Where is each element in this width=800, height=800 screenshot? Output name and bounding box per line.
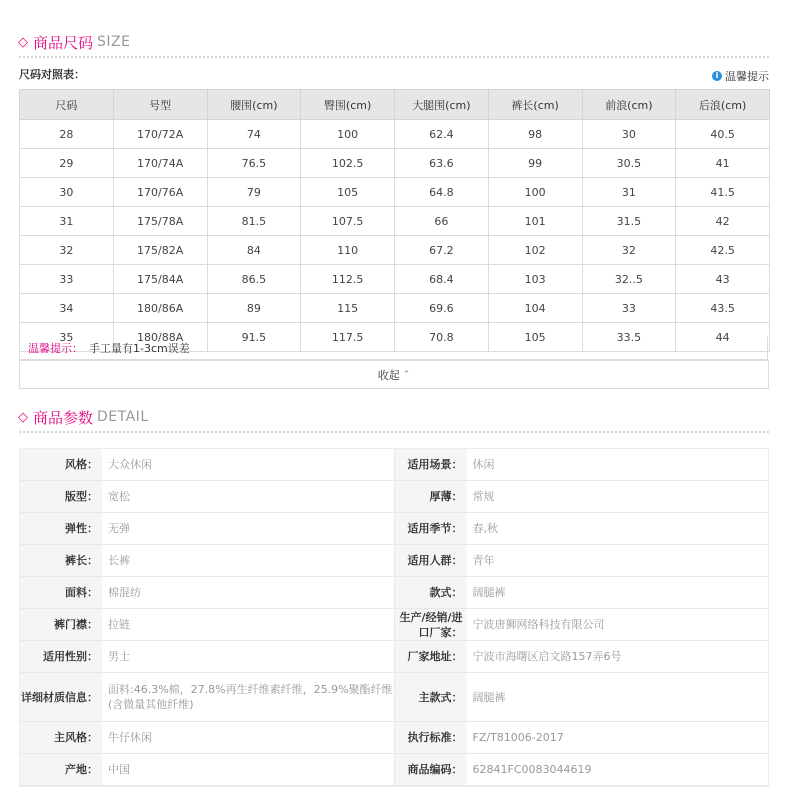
table-cell: 43.5 bbox=[676, 294, 770, 323]
detail-row bbox=[20, 449, 768, 481]
detail-row bbox=[20, 609, 768, 641]
detail-value: 休闲 bbox=[467, 449, 769, 480]
detail-cell bbox=[394, 722, 769, 753]
detail-value: 长裤 bbox=[102, 545, 394, 576]
header-model: 号型 bbox=[113, 90, 207, 120]
table-cell: 67.2 bbox=[395, 236, 489, 265]
detail-cell bbox=[394, 754, 769, 785]
size-chart-label: 尺码对照表： bbox=[19, 68, 85, 81]
detail-key: 款式： bbox=[429, 586, 463, 599]
table-cell: 30 bbox=[20, 178, 114, 207]
table-cell: 170/76A bbox=[113, 178, 207, 207]
detail-cell bbox=[394, 513, 769, 544]
detail-cell bbox=[20, 481, 394, 512]
section-divider bbox=[18, 55, 770, 59]
table-row bbox=[20, 207, 770, 236]
table-cell: 100 bbox=[301, 120, 395, 149]
size-table bbox=[19, 89, 770, 352]
detail-key: 主风格： bbox=[54, 731, 98, 744]
detail-row bbox=[20, 641, 768, 673]
header-front-rise: 前浪(cm) bbox=[582, 90, 676, 120]
detail-value: 牛仔休闲 bbox=[102, 722, 394, 753]
table-cell: 43 bbox=[676, 265, 770, 294]
detail-value: 62841FC0083044619 bbox=[467, 754, 769, 785]
header-thigh: 大腿围(cm) bbox=[395, 90, 489, 120]
table-cell: 32 bbox=[582, 236, 676, 265]
detail-cell bbox=[394, 481, 769, 512]
collapse-button[interactable] bbox=[19, 360, 769, 389]
detail-value: 无弹 bbox=[102, 513, 394, 544]
detail-value: FZ/T81006-2017 bbox=[467, 722, 769, 753]
table-cell: 42.5 bbox=[676, 236, 770, 265]
detail-section-header bbox=[18, 405, 149, 429]
table-cell: 31.5 bbox=[582, 207, 676, 236]
detail-value: 宁波市海曙区启文路157弄6号 bbox=[467, 641, 769, 672]
table-cell: 34 bbox=[20, 294, 114, 323]
table-cell: 44 bbox=[676, 323, 770, 352]
size-table-header bbox=[20, 90, 770, 120]
detail-cell bbox=[20, 577, 394, 608]
note-label: 温馨提示： bbox=[28, 341, 83, 355]
table-cell: 64.8 bbox=[395, 178, 489, 207]
detail-value: 常规 bbox=[467, 481, 769, 512]
diamond-icon: ◇ bbox=[18, 409, 28, 425]
detail-key: 适用季节： bbox=[407, 522, 463, 535]
detail-key: 适用人群： bbox=[407, 554, 463, 567]
table-cell: 62.4 bbox=[395, 120, 489, 149]
detail-cell bbox=[20, 545, 394, 576]
table-cell: 105 bbox=[488, 323, 582, 352]
header-length: 裤长(cm) bbox=[488, 90, 582, 120]
detail-value: 阔腿裤 bbox=[467, 577, 769, 608]
table-cell: 41.5 bbox=[676, 178, 770, 207]
detail-value: 春,秋 bbox=[467, 513, 769, 544]
detail-value: 男士 bbox=[102, 641, 394, 672]
table-cell: 89 bbox=[207, 294, 301, 323]
table-cell: 102.5 bbox=[301, 149, 395, 178]
table-cell: 103 bbox=[488, 265, 582, 294]
table-cell: 107.5 bbox=[301, 207, 395, 236]
detail-cell bbox=[20, 513, 394, 544]
detail-key: 适用性别： bbox=[43, 650, 98, 663]
table-row bbox=[20, 265, 770, 294]
table-cell: 170/74A bbox=[113, 149, 207, 178]
table-cell: 31 bbox=[20, 207, 114, 236]
detail-value: 面料:46.3%棉，27.8%再生纤维素纤维，25.9%聚酯纤维(含微量其他纤维) bbox=[102, 673, 394, 721]
detail-row bbox=[20, 577, 768, 609]
table-cell: 81.5 bbox=[207, 207, 301, 236]
table-cell: 84 bbox=[207, 236, 301, 265]
detail-cell bbox=[20, 673, 394, 721]
table-cell: 74 bbox=[207, 120, 301, 149]
table-cell: 180/86A bbox=[113, 294, 207, 323]
detail-value: 中国 bbox=[102, 754, 394, 785]
table-cell: 41 bbox=[676, 149, 770, 178]
table-row bbox=[20, 178, 770, 207]
detail-value: 拉链 bbox=[102, 609, 394, 640]
table-cell: 68.4 bbox=[395, 265, 489, 294]
chevron-up-icon: ⌃ bbox=[402, 369, 411, 380]
detail-row bbox=[20, 754, 768, 786]
table-cell: 98 bbox=[488, 120, 582, 149]
table-cell: 170/72A bbox=[113, 120, 207, 149]
size-section-title: 商品尺码 bbox=[33, 33, 94, 52]
table-cell: 180/88A bbox=[113, 323, 207, 352]
size-section-header bbox=[18, 30, 130, 54]
table-cell: 76.5 bbox=[207, 149, 301, 178]
header-hip: 臀围(cm) bbox=[301, 90, 395, 120]
detail-row bbox=[20, 513, 768, 545]
size-section-subtitle: SIZE bbox=[97, 34, 131, 50]
detail-section-title: 商品参数 bbox=[33, 408, 94, 427]
detail-key: 厚薄： bbox=[429, 490, 463, 503]
detail-key: 详细材质信息： bbox=[21, 690, 98, 704]
header-back-rise: 后浪(cm) bbox=[676, 90, 770, 120]
table-row bbox=[20, 120, 770, 149]
table-cell: 32..5 bbox=[582, 265, 676, 294]
table-cell: 117.5 bbox=[301, 323, 395, 352]
table-cell: 69.6 bbox=[395, 294, 489, 323]
detail-key: 风格： bbox=[65, 458, 98, 471]
table-row bbox=[20, 149, 770, 178]
table-cell: 42 bbox=[676, 207, 770, 236]
tips-label: 温馨提示 bbox=[725, 70, 769, 83]
info-icon: i bbox=[712, 71, 722, 81]
table-cell: 30.5 bbox=[582, 149, 676, 178]
section-divider bbox=[18, 430, 770, 434]
detail-row bbox=[20, 481, 768, 513]
detail-cell bbox=[394, 545, 769, 576]
table-row bbox=[20, 236, 770, 265]
header-waist: 腰围(cm) bbox=[207, 90, 301, 120]
detail-value: 宁波唐狮网络科技有限公司 bbox=[467, 609, 769, 640]
detail-cell bbox=[394, 577, 769, 608]
table-cell: 99 bbox=[488, 149, 582, 178]
table-cell: 66 bbox=[395, 207, 489, 236]
detail-table bbox=[19, 448, 769, 787]
detail-cell bbox=[20, 449, 394, 480]
table-cell: 70.8 bbox=[395, 323, 489, 352]
table-cell: 40.5 bbox=[676, 120, 770, 149]
detail-cell bbox=[20, 609, 394, 640]
table-cell: 33 bbox=[582, 294, 676, 323]
table-cell: 102 bbox=[488, 236, 582, 265]
table-cell: 175/78A bbox=[113, 207, 207, 236]
detail-key: 面料： bbox=[65, 586, 98, 599]
detail-key: 商品编码： bbox=[407, 763, 463, 776]
table-cell: 110 bbox=[301, 236, 395, 265]
detail-section-subtitle: DETAIL bbox=[97, 409, 149, 425]
detail-key: 适用场景： bbox=[407, 458, 463, 471]
detail-cell bbox=[394, 609, 769, 640]
table-cell: 35 bbox=[20, 323, 114, 352]
table-cell: 112.5 bbox=[301, 265, 395, 294]
detail-key: 产地： bbox=[65, 763, 98, 776]
detail-value: 阔腿裤 bbox=[467, 673, 769, 721]
detail-cell bbox=[394, 449, 769, 480]
diamond-icon: ◇ bbox=[18, 34, 28, 50]
table-cell: 100 bbox=[488, 178, 582, 207]
table-cell: 32 bbox=[20, 236, 114, 265]
table-cell: 28 bbox=[20, 120, 114, 149]
table-cell: 175/82A bbox=[113, 236, 207, 265]
table-cell: 115 bbox=[301, 294, 395, 323]
detail-key: 弹性： bbox=[65, 522, 98, 535]
table-cell: 63.6 bbox=[395, 149, 489, 178]
table-cell: 86.5 bbox=[207, 265, 301, 294]
table-row bbox=[20, 294, 770, 323]
note-text: 手工量有1-3cm误差 bbox=[89, 341, 190, 355]
table-cell: 33.5 bbox=[582, 323, 676, 352]
table-cell: 91.5 bbox=[207, 323, 301, 352]
table-cell: 30 bbox=[582, 120, 676, 149]
detail-cell bbox=[394, 641, 769, 672]
detail-row bbox=[20, 545, 768, 577]
table-cell: 33 bbox=[20, 265, 114, 294]
table-cell: 175/84A bbox=[113, 265, 207, 294]
detail-value: 宽松 bbox=[102, 481, 394, 512]
detail-value: 青年 bbox=[467, 545, 769, 576]
collapse-label: 收起 bbox=[377, 368, 400, 382]
table-cell: 104 bbox=[488, 294, 582, 323]
detail-key: 裤长： bbox=[65, 554, 98, 567]
table-cell: 79 bbox=[207, 178, 301, 207]
detail-key: 生产/经销/进口厂家： bbox=[399, 610, 463, 639]
detail-row bbox=[20, 673, 768, 722]
detail-key: 版型： bbox=[65, 490, 98, 503]
detail-row bbox=[20, 722, 768, 754]
table-cell: 31 bbox=[582, 178, 676, 207]
measurement-note bbox=[19, 336, 768, 360]
detail-value: 大众休闲 bbox=[102, 449, 394, 480]
table-cell: 29 bbox=[20, 149, 114, 178]
detail-cell bbox=[20, 641, 394, 672]
detail-key: 执行标准： bbox=[407, 731, 463, 744]
table-cell: 101 bbox=[488, 207, 582, 236]
detail-cell bbox=[394, 673, 769, 721]
detail-key: 厂家地址： bbox=[407, 650, 463, 663]
header-size: 尺码 bbox=[20, 90, 114, 120]
detail-key: 裤门襟： bbox=[54, 618, 98, 631]
detail-value: 棉混纺 bbox=[102, 577, 394, 608]
detail-cell bbox=[20, 722, 394, 753]
detail-cell bbox=[20, 754, 394, 785]
table-cell: 105 bbox=[301, 178, 395, 207]
detail-key: 主款式： bbox=[418, 690, 463, 704]
tips-link[interactable] bbox=[712, 68, 769, 84]
